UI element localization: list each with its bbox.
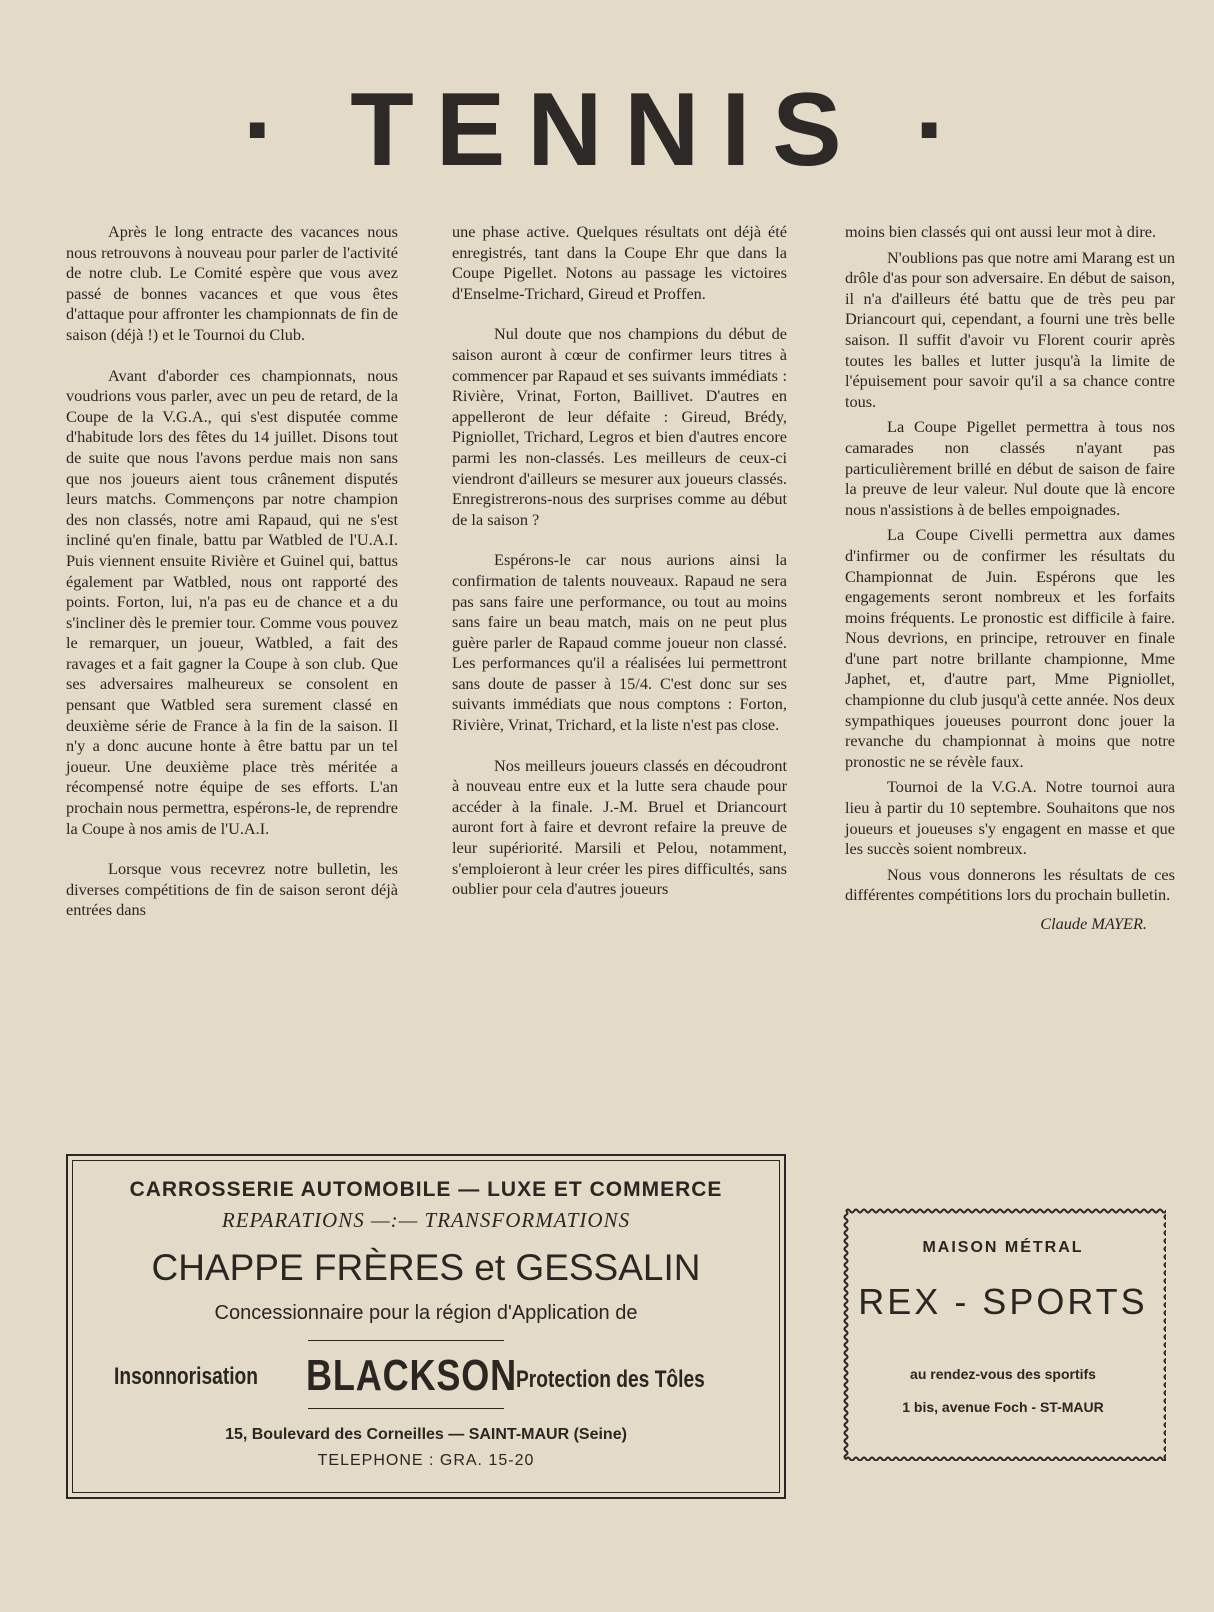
advertisement-chappe-freres bbox=[66, 1154, 786, 1499]
ad-service-right: Protection des Tôles bbox=[516, 1366, 705, 1393]
paragraph: Avant d'aborder ces championnats, nous voudrions vous parler, avec un peu de retard, de la Coupe de la V.G.A., qui s'est disputée comme d'habitude lors des fêtes du 14 juillet. Disons tout de suite que nous l'avons perdue mais non sans que nos joueurs aient tous crânement disputés leurs matchs. Commençons par notre champion des non classés, notre ami Rapaud, qui ne s'est incliné qu'en finale, battu par Watbled de l'U.A.I. Puis viennent ensuite Rivière et Guinel qui, battus également par Watbled, nous ont rapporté des points. Forton, lui, n'a pas eu de chance et a du s'incliner dès le premier tour. Comme vous pouvez le remarquer, un joueur, Watbled, a fait des ravages et a fait gagner la Coupe à son club. Que ses adversaires malheureux se consolent en pensant que Watbled sera surement classé en deuxième série de France à la fin de la saison. Il n'y a donc aucune honte à être battu par un tel joueur. Une deuxième place très méritée a récompensé notre équipe de ses efforts. L'an prochain nous permettra, espérons-le, de reprendre la Coupe à nos amis de l'U.A.I. bbox=[66, 365, 398, 838]
divider bbox=[308, 1408, 504, 1409]
ad-service-left: Insonnorisation bbox=[114, 1363, 258, 1390]
article-column-2 bbox=[452, 222, 787, 900]
ad-tagline: au rendez-vous des sportifs bbox=[910, 1366, 1096, 1382]
page-title: · TENNIS · bbox=[242, 72, 972, 188]
paragraph: moins bien classés qui ont aussi leur mot à dire. bbox=[845, 222, 1157, 241]
paragraph: Nul doute que nos champions du début de saison auront à cœur de confirmer leurs titres à commencer par Rapaud et ses suivants immédiats : Rivière, Vrinat, Forton, Baillivet. D'autres en appelleront de leur défaite : Gireud, Brédy, Pigniollet, Trichard, Legros et bien d'autres encore parmi les non-classés. Les meilleurs de ceux-ci viendront d'ailleurs se mesurer aux joueurs classés. Enregistrerons-nous des surprises comme au début de la saison ? bbox=[452, 324, 787, 529]
paragraph: une phase active. Quelques résultats ont déjà été enregistrés, tant dans la Coupe Ehr que dans la Coupe Pigellet. Notons au passage les victoires d'Enselme-Trichard, Gireud et Proffen. bbox=[452, 222, 787, 303]
author-signature: Claude MAYER. bbox=[1040, 914, 1147, 933]
ad-brand: BLACKSON bbox=[306, 1351, 518, 1400]
ad-phone: TELEPHONE : GRA. 15-20 bbox=[317, 1452, 535, 1469]
ad-brand: REX - SPORTS bbox=[858, 1281, 1148, 1322]
ad-company-name: CHAPPE FRÈRES et GESSALIN bbox=[151, 1247, 701, 1288]
paragraph: Après le long entracte des vacances nous nous retrouvons à nouveau pour parler de l'activité de notre club. Le Comité espère que vous avez passé de bonnes vacances et que vous êtes d'attaque pour affronter les championnats de fin de saison (déjà !) et le Tournoi du Club. bbox=[66, 222, 398, 344]
ad-subheadline: REPARATIONS —:— TRANSFORMATIONS bbox=[221, 1208, 631, 1232]
paragraph: La Coupe Pigellet permettra à tous nos camarades non classés n'ayant pas particulièrement brillé en début de saison de faire la preuve de leur valeur. Nul doute que là encore nous n'assistions à de belles empoignades. bbox=[845, 417, 1175, 519]
ad-address: 1 bis, avenue Foch - ST-MAUR bbox=[902, 1399, 1104, 1415]
ad-description: Concessionnaire pour la région d'Application de bbox=[214, 1302, 638, 1324]
divider bbox=[308, 1340, 504, 1341]
ad-shop-name: MAISON MÉTRAL bbox=[922, 1239, 1084, 1256]
paragraph: N'oublions pas que notre ami Marang est un drôle d'as pour son adversaire. En début de saison, il n'a d'ailleurs été battu que de très peu par Driancourt qui, cependant, a fourni une très belle saison. Il suffit d'avoir vu Florent courir après toutes les balles et lutter jusqu'à la limite de l'épuisement pour savoir qu'il a sa chance contre tous. bbox=[845, 247, 1175, 411]
ad-headline: CARROSSERIE AUTOMOBILE — LUXE ET COMMERCE bbox=[129, 1178, 723, 1201]
paragraph: Tournoi de la V.G.A. Notre tournoi aura lieu à partir du 10 septembre. Souhaitons que nos joueurs et joueuses s'y engagent en masse et que les succès soient nombreux. bbox=[845, 777, 1175, 859]
paragraph: Nous vous donnerons les résultats de ces différentes compétitions lors du prochain bulletin. bbox=[845, 864, 1175, 905]
paragraph: Nos meilleurs joueurs classés en découdront à nouveau entre eux et la lutte sera chaude pour accéder à la finale. J.-M. Bruel et Driancourt auront fort à faire et devront refaire la preuve de leur supériorité. Marsili et Pelou, notamment, s'emploieront à leur créer les pires difficultés, sans oublier pour cela d'autres joueurs bbox=[452, 755, 787, 899]
article-column-3 bbox=[845, 222, 1175, 935]
paragraph: Lorsque vous recevrez notre bulletin, les diverses compétitions de fin de saison seront déjà entrées dans bbox=[66, 859, 398, 920]
article-column-1 bbox=[66, 222, 398, 921]
ad-address: 15, Boulevard des Corneilles — SAINT-MAUR (Seine) bbox=[225, 1426, 627, 1443]
paragraph: La Coupe Civelli permettra aux dames d'infirmer ou de confirmer les résultats du Championnat de Juin. Espérons que les engagements seront nombreux et les forfaits moins fréquents. Le pronostic est difficile à faire. Nous devrions, en principe, retrouver en finale d'une part notre brillante championne, Mme Japhet, et, d'autre part, Mme Pigniollet, championne du club jusqu'à cette année. Nos deux sympathiques joueuses pourront donc jouer la revanche du championnat à moins que notre pronostic ne se révèle faux. bbox=[845, 525, 1175, 771]
advertisement-rex-sports bbox=[840, 1205, 1166, 1461]
paragraph: Espérons-le car nous aurions ainsi la confirmation de talents nouveaux. Rapaud ne sera pas sans faire une performance, ou tout au moins sans faire un beau match, mais on ne peut plus guère parler de Rapaud comme joueur non classé. Les performances qu'il a réalisées lui permettront sans doute de passer à 15/4. C'est donc sur ses suivants immédiats que nous comptons : Forton, Rivière, Vrinat, Trichard, et la liste n'est pas close. bbox=[452, 550, 787, 735]
